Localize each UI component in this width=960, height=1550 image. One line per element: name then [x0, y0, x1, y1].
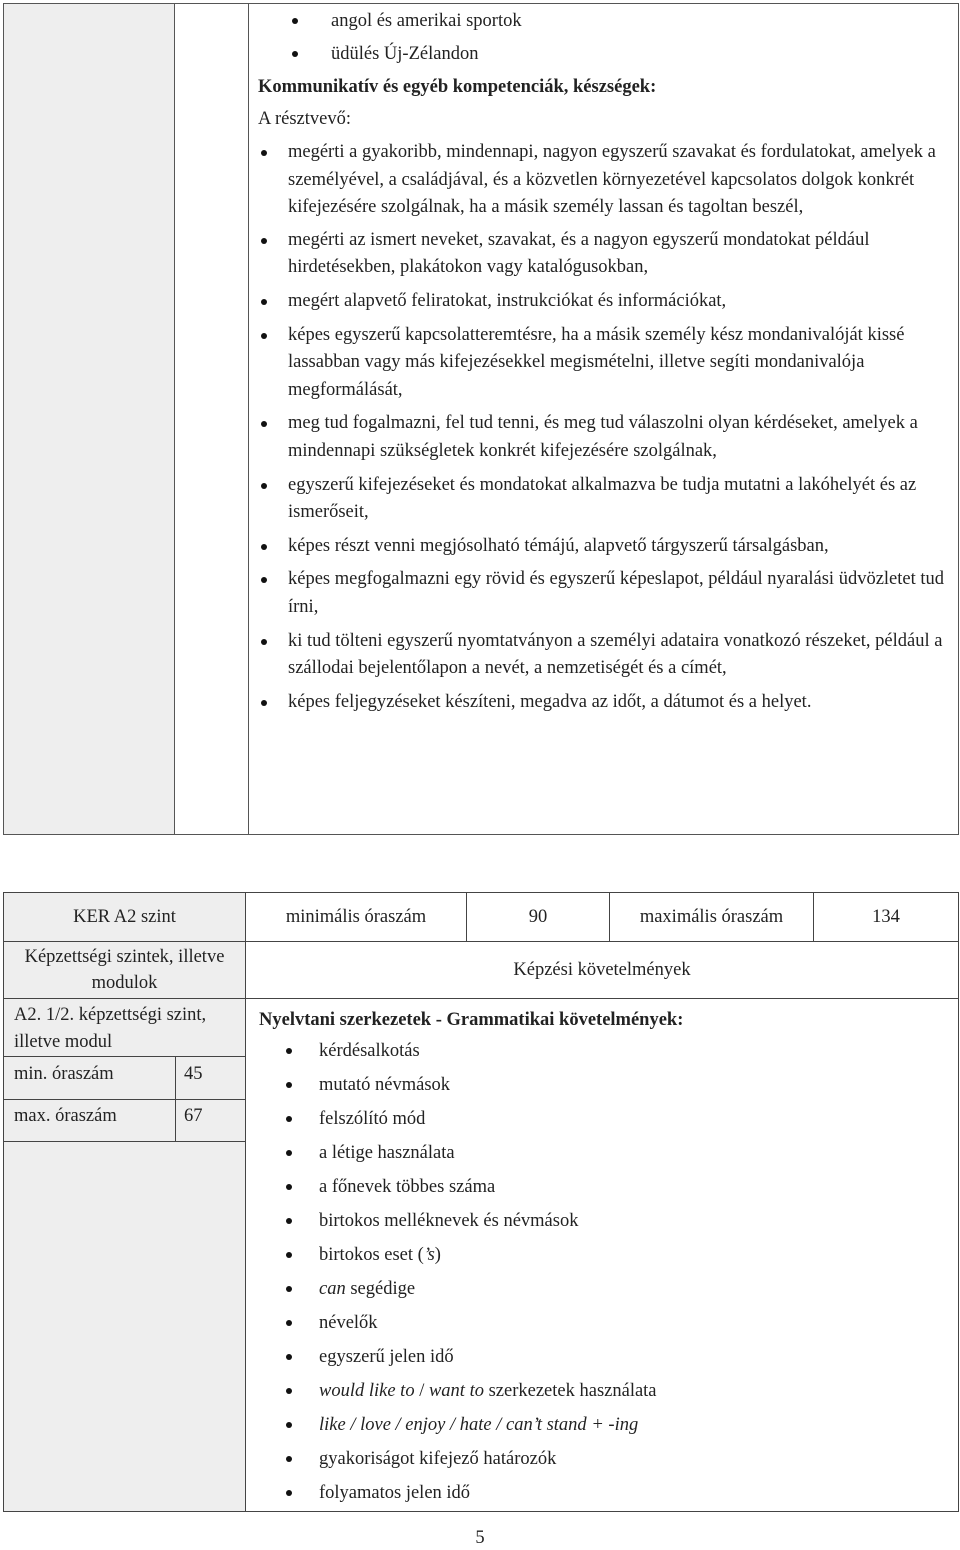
list-item: üdülés Új-Zélandon	[300, 38, 940, 71]
participant-label: A résztvevő:	[258, 109, 351, 129]
topic-list-wrapper	[300, 5, 940, 71]
list-item: kérdésalkotás	[246, 1037, 946, 1071]
grammar-heading: Nyelvtani szerkezetek - Grammatikai követelmények:	[259, 1010, 684, 1030]
module-column	[3, 998, 246, 1512]
bullet-icon	[292, 51, 298, 57]
module-max-row	[4, 1099, 245, 1142]
list-item: ki tud tölteni egyszerű nyomtatványon a személyi adataira vonatkozó részeket, például a szállodai bejelentőlapon a nevét, a nemzetiségét és a címét,	[258, 628, 948, 683]
list-item: can segédige	[246, 1275, 946, 1309]
competence-list	[258, 139, 948, 716]
requirements-header: Képzési követelmények	[245, 941, 959, 999]
levels-header: Képzettségi szintek, illetve modulok	[3, 941, 246, 999]
list-item: gyakoriságot kifejező határozók	[246, 1445, 946, 1479]
list-item: birtokos eset (’s)	[246, 1241, 946, 1275]
max-hours-label: maximális óraszám	[609, 892, 814, 942]
list-item: felszólító mód	[246, 1105, 946, 1139]
list-item: egyszerű kifejezéseket és mondatokat alkalmazva be tudja mutatni a lakóhelyét és az ismerőseit,	[258, 472, 948, 527]
list-item: képes feljegyzéseket készíteni, megadva az időt, a dátumot és a helyet.	[258, 689, 948, 717]
list-item: mutató névmások	[246, 1071, 946, 1105]
list-item: like / love / enjoy / hate / can’t stand + -ing	[246, 1411, 946, 1445]
module-min-value: 45	[184, 1064, 203, 1084]
grammar-list	[246, 1037, 946, 1513]
list-item: megért alapvető feliratokat, instrukciókat és információkat,	[258, 288, 948, 316]
table-column-spacer	[175, 4, 249, 834]
module-name: A2. 1/2. képzettségi szint, illetve modul	[4, 999, 245, 1057]
page-number: 5	[475, 1528, 485, 1548]
list-item: folyamatos jelen idő	[246, 1479, 946, 1513]
requirements-table	[3, 892, 959, 1512]
list-item: megérti az ismert neveket, szavakat, és a nagyon egyszerű mondatokat például hirdetésekben, plakátokon vagy katalógusokban,	[258, 227, 948, 282]
requirements-column	[245, 998, 959, 1512]
module-min-row	[4, 1057, 245, 1100]
table-column-levels	[4, 4, 175, 834]
list-item: birtokos melléknevek és névmások	[246, 1207, 946, 1241]
module-min-label: min. óraszám	[14, 1064, 114, 1084]
list-item: angol és amerikai sportok	[300, 5, 940, 38]
module-max-value: 67	[184, 1106, 203, 1126]
list-item: képes részt venni megjósolható témájú, alapvető tárgyszerű társalgásban,	[258, 533, 948, 561]
min-hours-label: minimális óraszám	[245, 892, 467, 942]
list-item: a létige használata	[246, 1139, 946, 1173]
list-item: would like to / want to szerkezetek használata	[246, 1377, 946, 1411]
module-max-label: max. óraszám	[14, 1106, 117, 1126]
list-item: egyszerű jelen idő	[246, 1343, 946, 1377]
competence-section	[258, 75, 948, 722]
list-item: a főnevek többes száma	[246, 1173, 946, 1207]
list-item: megérti a gyakoribb, mindennapi, nagyon egyszerű szavakat és fordulatokat, amelyek a személyével, a családjával, és a közvetlen környezetével kapcsolatos dolgok konkrét kifejezésére szolgálnak, ha a másik személy lassan és tagoltan beszél,	[258, 139, 948, 222]
min-hours-value: 90	[466, 892, 610, 942]
max-hours-value: 134	[813, 892, 959, 942]
list-item: névelők	[246, 1309, 946, 1343]
level-cell: KER A2 szint	[3, 892, 246, 942]
list-item: meg tud fogalmazni, fel tud tenni, és meg tud válaszolni olyan kérdéseket, amelyek a mindennapi szükségletek konkrét kifejezésére szolgálnak,	[258, 410, 948, 465]
bullet-icon	[292, 18, 298, 24]
list-item: képes megfogalmazni egy rövid és egyszerű képeslapot, például nyaralási üdvözletet tud írni,	[258, 566, 948, 621]
list-item: képes egyszerű kapcsolatteremtésre, ha a másik személy kész mondanivalóját kissé lassabban vagy más kifejezésekkel megismételni, illetve segíti mondanivalója megformálását,	[258, 322, 948, 405]
competence-heading: Kommunikatív és egyéb kompetenciák, készségek:	[258, 77, 657, 97]
